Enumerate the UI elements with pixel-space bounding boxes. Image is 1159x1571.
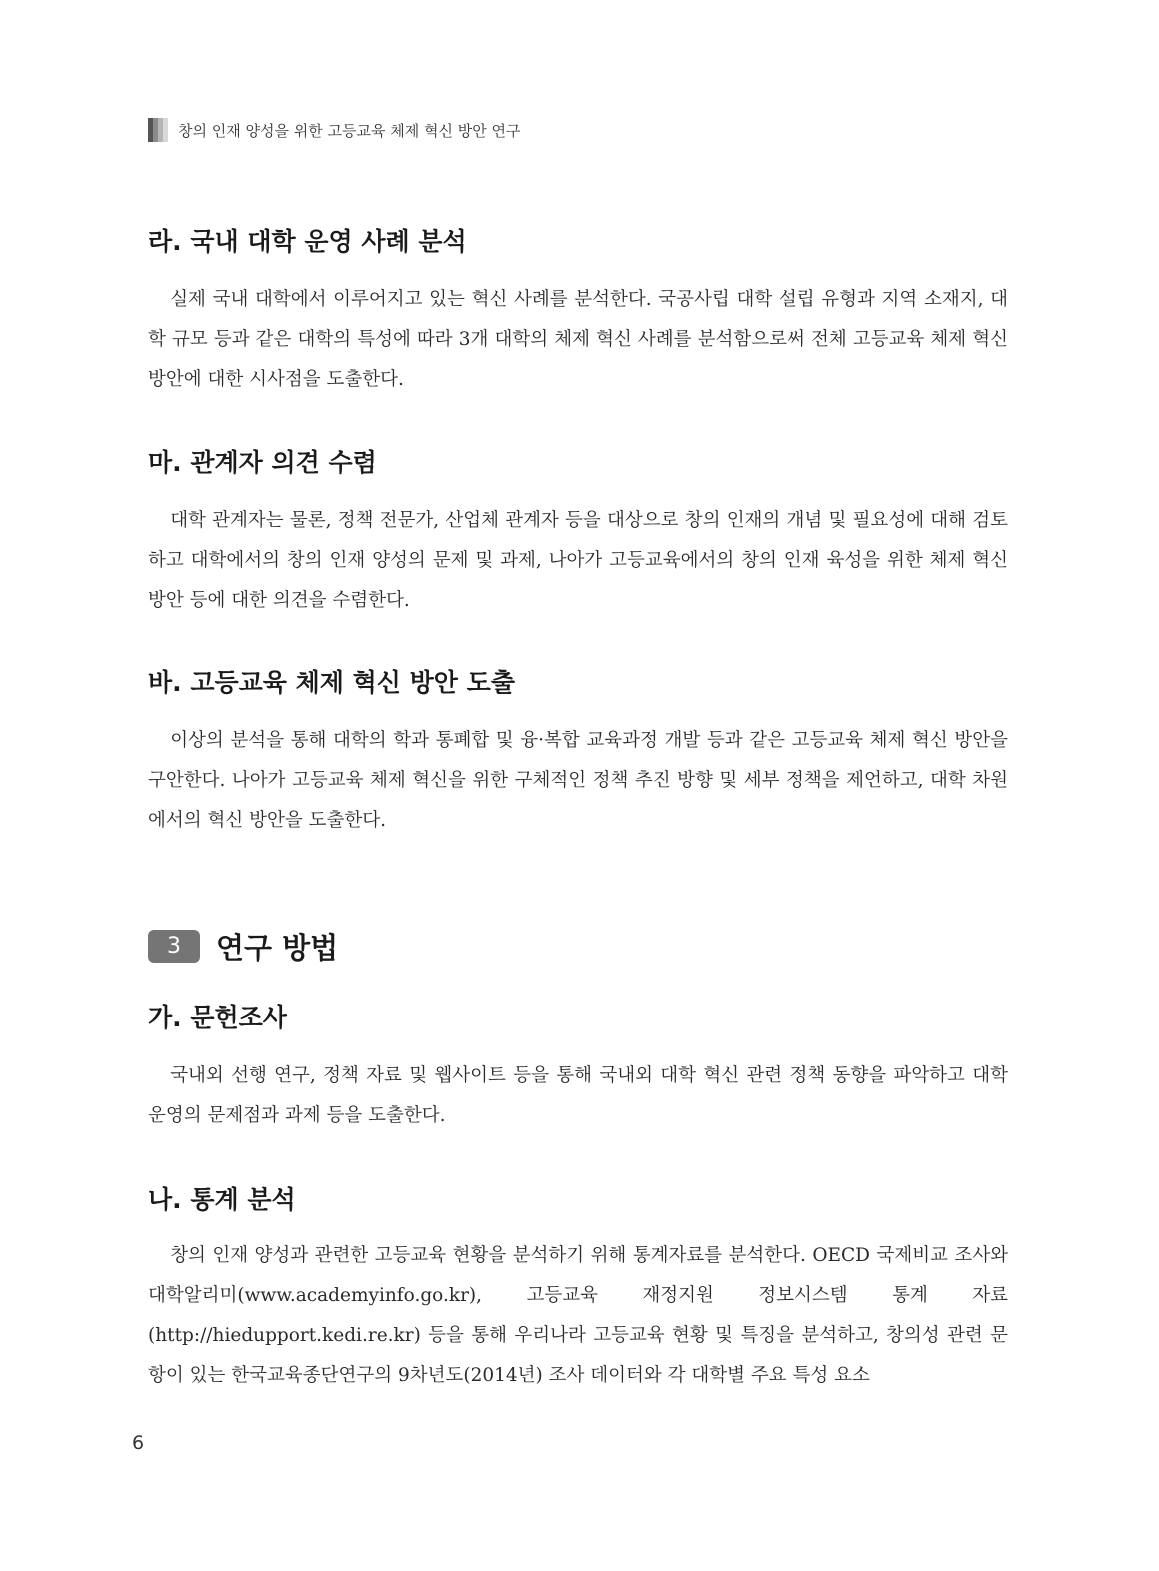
subheading-statistical-analysis: 나. 통계 분석 xyxy=(148,1185,296,1214)
subheading-stakeholder-opinions: 마. 관계자 의견 수렴 xyxy=(148,448,377,477)
subheading-domestic-case-analysis: 라. 국내 대학 운영 사례 분석 xyxy=(148,227,467,256)
paragraph-literature-review: 국내외 선행 연구, 정책 자료 및 웹사이트 등을 통해 국내외 대학 혁신 관련 정책 동향을 파악하고 대학 운영의 문제점과 과제 등을 도출한다. xyxy=(148,1065,1008,1126)
section-heading xyxy=(148,926,338,967)
paragraph-statistical-analysis: 창의 인재 양성과 관련한 고등교육 현황을 분석하기 위해 통계자료를 분석한다. OECD 국제비교 조사와 대학알리미(www.academyinfo.go.kr), 고등교육 재정지원 정보시스템 통계 자료(http://hiedupport.kedi.re.kr) 등을 통해 우리나라 고등교육 현황 및 특징을 분석하고, 창의성 관련 문항이 있는 한국교육종단연구의 9차년도(2014년) 조사 데이터와 각 대학별 주요 특성 요소 xyxy=(148,1245,1008,1386)
section-number-badge: 3 xyxy=(148,930,200,963)
paragraph-domestic-case-analysis: 실제 국내 대학에서 이루어지고 있는 혁신 사례를 분석한다. 국공사립 대학 설립 유형과 지역 소재지, 대학 규모 등과 같은 대학의 특성에 따라 3개 대학의 체제 혁신 사례를 분석함으로써 전체 고등교육 체제 혁신 방안에 대한 시사점을 도출한다. xyxy=(148,289,1008,390)
subheading-innovation-plan: 바. 고등교육 체제 혁신 방안 도출 xyxy=(148,668,515,697)
paragraph-stakeholder-opinions: 대학 관계자는 물론, 정책 전문가, 산업체 관계자 등을 대상으로 창의 인재의 개념 및 필요성에 대해 검토하고 대학에서의 창의 인재 양성의 문제 및 과제, 나아가 고등교육에서의 창의 인재 육성을 위한 체제 혁신 방안 등에 대한 의견을 수렴한다. xyxy=(148,510,1008,611)
paragraph-innovation-plan: 이상의 분석을 통해 대학의 학과 통폐합 및 융·복합 교육과정 개발 등과 같은 고등교육 체제 혁신 방안을 구안한다. 나아가 고등교육 체제 혁신을 위한 구체적인 정책 추진 방향 및 세부 정책을 제언하고, 대학 차원에서의 혁신 방안을 도출한다. xyxy=(148,730,1008,831)
page-number: 6 xyxy=(132,1432,145,1454)
subheading-literature-review: 가. 문헌조사 xyxy=(148,1003,287,1032)
section-title: 연구 방법 xyxy=(216,931,339,965)
running-header xyxy=(148,118,520,142)
running-header-title: 창의 인재 양성을 위한 고등교육 체제 혁신 방안 연구 xyxy=(178,121,521,140)
header-bar-mark-icon xyxy=(148,118,168,142)
